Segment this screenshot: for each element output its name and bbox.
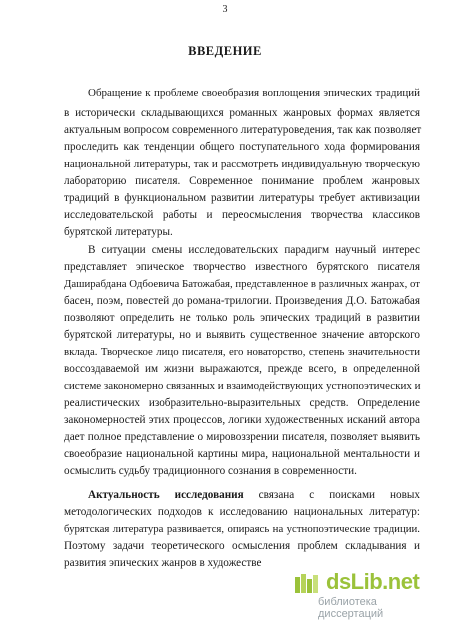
text-line: традиций в функциональном развитии литературы требует активизации [64,192,420,204]
text-line: Обращение к проблеме своеобразия воплощения эпических традиций [88,87,420,99]
dslib-watermark[interactable] [292,569,442,620]
text-line: осмыслить судьбу традиционного сознания в современности. [64,465,357,477]
page-number: 3 [222,4,228,15]
section-title: ВВЕДЕНИЕ [188,44,262,58]
text-line: дает полное представление о мировоззрении писателя, позволяет выявить [64,431,420,443]
text-line: вклада. Творческое лицо писателя, его новаторство, степень значительности [64,346,420,358]
text-line: представляет эпическое творчество известного бурятского писателя [64,261,420,273]
text-line: своеобразие национальной картины мира, национальной ментальности и [64,448,420,460]
text-line: бурятской литературы, но и выявить существенное значение авторского [64,329,420,341]
text-line: развития эпических жанров в художестве [64,557,262,569]
text-line [88,488,420,502]
text-line: Даширабдана Одбоевича Батожабая, представленное в различных жанрах, от [64,278,420,290]
text-line: басен, поэм, повестей до романа-трилогии. Произведения Д.О. Батожабая [64,295,420,307]
text-line: лабораторию писателя. Современное понимание проблем жанровых [64,175,420,187]
text-line: позволяют определить не только роль эпических традиций в развитии [64,312,420,324]
text-line: бурятской литературы. [64,226,173,238]
text-line: в исторически складывающихся романных жанровых формах является [64,107,420,119]
text-line: методологических подходов к исследованию национальных литератур: [64,506,420,518]
text-span: связана с поисками новых [258,489,421,501]
text-line: воссоздаваемой им жизни выражаются, прежде всего, в определенной [64,363,420,375]
text-line: системе закономерно связанных и взаимодействующих устнопоэтических и [64,380,421,392]
text-line: Поэтому задачи теоретического осмысления проблем складывания и [64,540,420,552]
text-line: закономерностей этих процессов, логики художественных исканий автора [64,414,420,426]
text-line: бурятская литература развивается, опираясь на устнопоэтические традиции. [64,523,420,535]
watermark-name: dsLib.net [326,569,420,594]
text-line: актуальным вопросом современного литературоведения, так как позволяет [64,124,422,136]
library-logo-icon [294,571,320,595]
text-line: реалистических изобразительно-выразительных средств. Определение [64,397,420,409]
text-line: проследить как тенденции общего поступательного хода формирования [64,141,420,153]
watermark-tagline: библиотека диссертаций [318,596,384,620]
text-line: В ситуации смены исследовательских парадигм научный интерес [88,244,420,256]
text-line: национальной литературы, так и рассмотреть индивидуальную творческую [64,158,420,170]
text-line: исследовательской работы и переосмысления творчества классиков [64,209,420,221]
emphasis-label: Актуальность исследования [88,489,244,501]
